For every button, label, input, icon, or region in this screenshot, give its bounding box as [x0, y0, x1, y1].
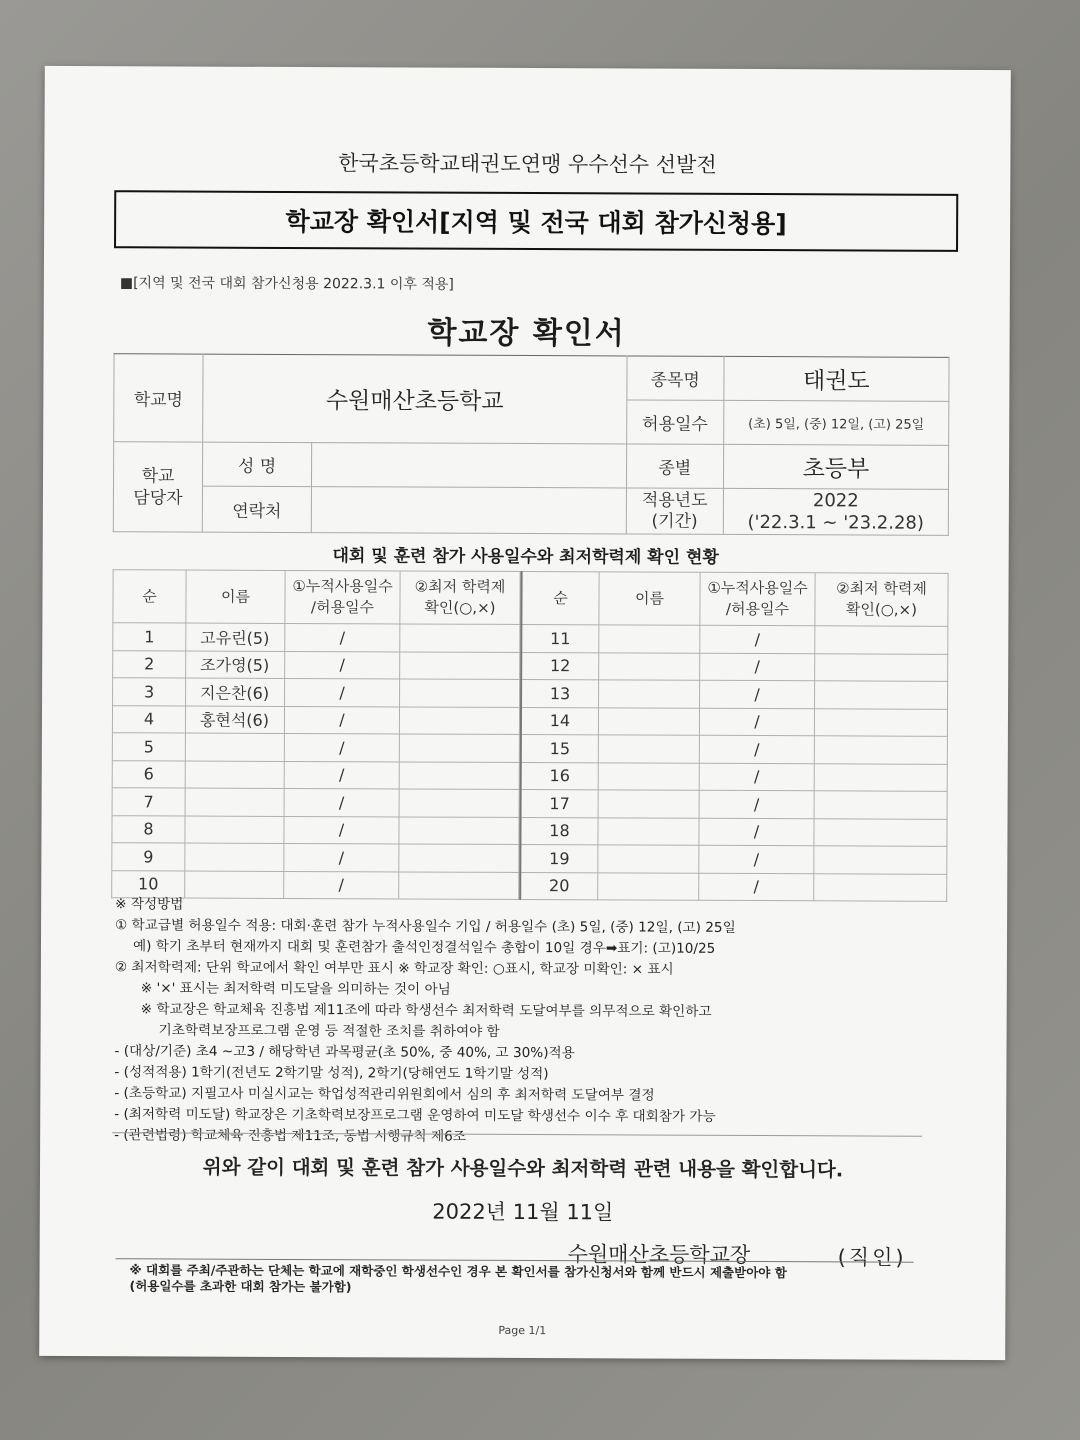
table-row — [113, 678, 520, 707]
row-days: / — [700, 625, 815, 653]
row-grade — [400, 679, 520, 707]
school-value: 수원매산초등학교 — [203, 354, 627, 444]
note-line: - (성적적용) 1학기(전년도 2학기말 성적), 2학기(당해연도 1학기말 성적) — [114, 1064, 549, 1083]
confirmation-statement: 위와 같이 대회 및 훈련 참가 사용일수와 최저학력 관련 내용을 확인합니다. — [202, 1155, 844, 1182]
row-grade — [400, 624, 520, 652]
row-days: / — [699, 735, 814, 763]
row-name — [598, 790, 699, 818]
document-header: 한국초등학교태권도연맹 우수선수 선발전 — [338, 151, 717, 177]
row-days: / — [700, 653, 815, 681]
table-row — [521, 679, 948, 708]
row-grade — [399, 761, 519, 789]
row-name — [599, 680, 700, 708]
row-name — [599, 625, 700, 653]
document-date: 2022년 11월 11일 — [432, 1199, 614, 1225]
status-table-right — [519, 571, 948, 902]
row-number: 19 — [520, 844, 598, 872]
contact-label: 연락처 — [202, 486, 311, 532]
note-line: 예) 학기 초부터 현재까지 대회 및 훈련참가 출석인정결석일수 총합이 10일 경우➡표기: (고)10/25 — [132, 938, 716, 957]
row-grade — [815, 626, 948, 654]
category-label: 종별 — [626, 444, 723, 488]
row-number: 16 — [521, 762, 599, 790]
row-grade — [399, 789, 519, 817]
row-days: / — [284, 843, 399, 871]
footnote — [129, 1262, 929, 1297]
allowed-value: (초) 5일, (중) 12일, (고) 25일 — [723, 400, 948, 445]
row-days: / — [284, 816, 399, 844]
row-days: / — [699, 790, 814, 818]
table-row — [113, 650, 520, 679]
row-grade — [399, 816, 519, 844]
row-number: 18 — [520, 817, 598, 845]
row-number: 12 — [521, 652, 599, 680]
note-line: ① 학교급별 허용일수 적용: 대회·훈련 참가 누적사용일수 기입 / 허용일수 (초) 5일, (중) 12일, (고) 25일 — [115, 917, 736, 936]
row-number: 13 — [521, 679, 599, 707]
table-row — [112, 705, 519, 734]
table-row — [521, 789, 948, 818]
table-row — [520, 844, 947, 873]
table-row — [112, 843, 519, 872]
row-name — [598, 735, 699, 763]
row-grade — [814, 846, 947, 874]
row-days: / — [285, 678, 400, 706]
row-grade — [399, 734, 519, 762]
row-number: 14 — [521, 707, 599, 735]
row-name — [598, 817, 699, 845]
row-name: 홍현석(6) — [185, 706, 284, 734]
row-name — [185, 816, 284, 844]
col-grade-header: ②최저 학력제 확인(○,×) — [400, 571, 520, 625]
name-field — [311, 443, 626, 488]
row-grade — [399, 844, 519, 872]
info-table — [113, 353, 950, 536]
note-line: - (최저학력 미도달) 학교장은 기초학력보장프로그램 운영하여 미도달 학생선수 이수 후 대회참가 가능 — [114, 1106, 716, 1125]
row-name — [598, 845, 699, 873]
row-days: / — [284, 788, 399, 816]
row-name: 지은찬(6) — [186, 678, 285, 706]
category-value: 초등부 — [723, 444, 948, 489]
row-number: 7 — [112, 788, 185, 816]
table-row — [520, 817, 947, 846]
row-days: / — [284, 706, 399, 734]
sport-label: 종목명 — [627, 356, 724, 400]
row-name — [185, 843, 284, 871]
row-number: 17 — [521, 789, 599, 817]
section-title: 대회 및 훈련 참가 사용일수와 최저학력제 확인 현황 — [332, 546, 719, 568]
row-days: / — [699, 708, 814, 736]
table-row — [113, 623, 520, 652]
table-row — [521, 734, 948, 763]
table-row — [112, 760, 519, 789]
row-grade — [815, 653, 948, 681]
signer-name: 수원매산초등학교장 — [567, 1242, 751, 1267]
row-number: 1 — [113, 623, 186, 651]
row-days: / — [699, 873, 814, 901]
table-row — [521, 762, 948, 791]
row-name: 고유린(5) — [186, 623, 285, 651]
row-number: 11 — [521, 624, 599, 652]
col-no-header: 순 — [113, 570, 186, 623]
row-number: 10 — [112, 870, 185, 898]
footnote-line: (허용일수를 초과한 대회 참가는 불가함) — [129, 1278, 352, 1295]
allowed-label: 허용일수 — [626, 400, 723, 444]
row-days: / — [285, 623, 400, 651]
table-row — [112, 733, 519, 762]
table-row — [521, 707, 948, 736]
note-line: - (대상/기준) 초4 ~고3 / 해당학년 과목평균(초 50%, 중 40%, 고 30%)적용 — [114, 1043, 575, 1062]
table-row — [521, 652, 948, 681]
year-label: 적용년도 (기간) — [626, 488, 723, 534]
row-days: / — [284, 871, 399, 899]
note-line: 기초학력보장프로그램 운영 등 적절한 조치를 취하여야 함 — [158, 1022, 500, 1040]
row-grade — [814, 791, 947, 819]
table-row — [112, 815, 519, 844]
year-cell — [723, 488, 948, 535]
note-line: ※ 학교장은 학교체육 진흥법 제11조에 따라 학생선수 최저학력 도달여부를 의무적으로 확인하고 — [140, 1001, 712, 1020]
row-days: / — [700, 680, 815, 708]
col-days-header: ①누적사용일수 /허용일수 — [700, 572, 815, 626]
note-line: ※ 작성방법 — [115, 896, 184, 913]
col-no-header: 순 — [521, 571, 599, 624]
row-grade — [815, 681, 948, 709]
row-name — [185, 761, 284, 789]
row-days: / — [284, 733, 399, 761]
note-line: ※ '×' 표시는 최저학력 미도달을 의미하는 것이 아님 — [140, 980, 451, 998]
boxed-title: 학교장 확인서[지역 및 전국 대회 참가신청용] — [114, 190, 958, 252]
note-line: ② 최저학력제: 단위 학교에서 확인 여부만 표시 ※ 학교장 확인: ○표시, 학교장 미확인: × 표시 — [114, 959, 674, 978]
row-grade — [400, 651, 520, 679]
table-row — [521, 624, 948, 653]
status-table-left — [111, 569, 520, 900]
name-label: 성 명 — [202, 442, 311, 486]
row-name — [598, 707, 699, 735]
footnote-line: ※ 대회를 주최/주관하는 단체는 학교에 재학중인 학생선수인 경우 본 확인서를 참가신청서와 함께 반드시 제출받아야 함 — [129, 1262, 787, 1281]
document-paper — [39, 66, 1011, 1360]
manager-label: 학교 담당자 — [113, 442, 202, 532]
table-row — [112, 788, 519, 817]
school-label: 학교명 — [114, 354, 203, 442]
row-grade — [814, 708, 947, 736]
sport-value: 태권도 — [724, 356, 949, 401]
note-line: - (초등학교) 지필고사 미실시교는 학업성적관리위원회에서 심의 후 최저학력 도달여부 결정 — [114, 1085, 655, 1104]
row-number: 3 — [113, 678, 186, 706]
row-name — [598, 762, 699, 790]
col-grade-header: ②최저 학력제 확인(○,×) — [815, 573, 948, 627]
row-days: / — [699, 845, 814, 873]
row-number: 5 — [112, 733, 185, 761]
row-name — [185, 733, 284, 761]
row-number: 4 — [112, 705, 185, 733]
row-grade — [814, 763, 947, 791]
row-name — [599, 652, 700, 680]
row-number: 8 — [112, 815, 185, 843]
row-days: / — [285, 651, 400, 679]
main-title: 학교장 확인서 — [427, 315, 626, 352]
col-name-header: 이름 — [599, 572, 700, 625]
row-name — [185, 788, 284, 816]
row-grade — [399, 706, 519, 734]
row-days: / — [699, 818, 814, 846]
row-grade — [814, 736, 947, 764]
year-value: 2022 — [812, 489, 859, 511]
writing-instructions — [114, 894, 955, 1150]
row-number: 2 — [113, 650, 186, 678]
contact-field — [311, 487, 626, 534]
col-days-header: ①누적사용일수 /허용일수 — [285, 570, 400, 624]
row-number: 20 — [520, 872, 598, 900]
row-number: 9 — [112, 843, 185, 871]
top-note: ■[지역 및 전국 대회 참가신청용 2022.3.1 이후 적용] — [119, 275, 454, 293]
official-seal-label: (직인) — [837, 1245, 907, 1270]
page-number: Page 1/1 — [498, 1323, 547, 1338]
row-days: / — [284, 761, 399, 789]
col-name-header: 이름 — [186, 570, 285, 623]
period-value: ('22.3.1 ~ '23.2.28) — [747, 511, 924, 534]
row-days: / — [699, 763, 814, 791]
row-number: 6 — [112, 760, 185, 788]
note-line: - (관련법령) 학교체육 진흥법 제11조, 동법 시행규칙 제6조 — [114, 1127, 466, 1145]
row-grade — [814, 818, 947, 846]
row-name: 조가영(5) — [186, 651, 285, 679]
row-number: 15 — [521, 734, 599, 762]
